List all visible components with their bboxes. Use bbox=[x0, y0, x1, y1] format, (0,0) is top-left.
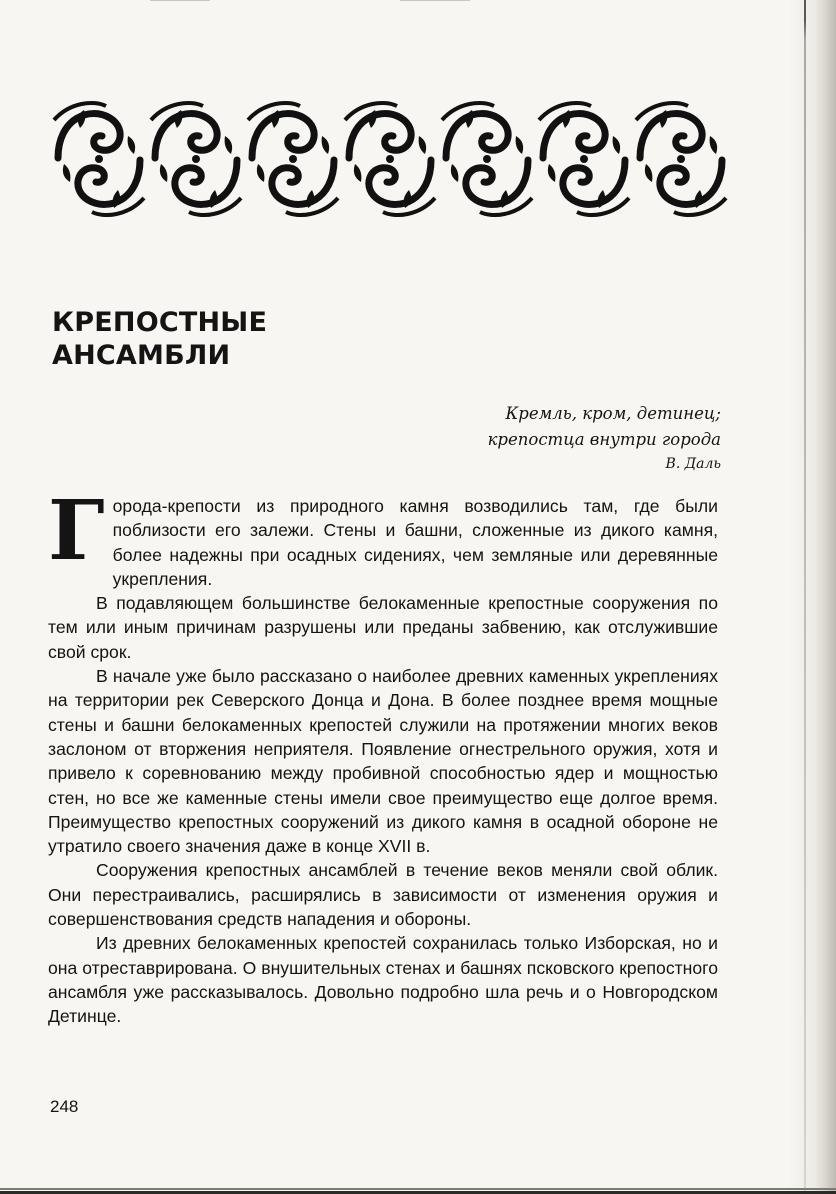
paragraph-1 bbox=[48, 483, 718, 591]
paragraph-3: В начале уже было рассказано о наиболее древних каменных укреплениях на территории рек Северского Донца и Дона. В более позднее время мощные стены и башни белокаменных крепостей служили на протяжении многих веков заслоном от вторжения неприятеля. Появление огнестрельного оружия, хотя и привело к соревнованию между пробивной способностью ядер и мощностью стен, но все же каменные стены имели свое преимущество еще долгое время. Преимущество крепостных сооружений из дикого камня в осадной обороне не утратило своего значения даже в конце XVII в. bbox=[48, 666, 718, 857]
epigraph-author: В. Даль bbox=[665, 456, 721, 472]
drop-cap: Г bbox=[48, 483, 105, 579]
paragraph-5: Из древних белокаменных крепостей сохранилась только Изборская, но и она отреставрирована. О внушительных стенах и башнях псковского крепостного ансамбля уже рассказывалось. Довольно подробно шла речь и о Новгородском Детинце. bbox=[48, 933, 718, 1027]
chapter-title-line-1: КРЕПОСТНЫЕ bbox=[52, 307, 268, 338]
paragraph-2: В подавляющем большинстве белокаменные крепостные сооружения по тем или иным причинам разрушены или преданы забвению, как отслужившие свой срок. bbox=[48, 593, 718, 662]
decorative-ornament-banner bbox=[50, 98, 728, 220]
paragraph-1-text: орода-крепости из природного камня возводились там, где были поблизости его залежи. Стены и башни, сложенные из дикого камня, более надежны при осадных сидениях, чем земляные или деревянные укрепления. bbox=[112, 496, 718, 589]
epigraph bbox=[301, 401, 721, 475]
chapter-title bbox=[52, 306, 267, 372]
chapter-title-line-2: АНСАМБЛИ bbox=[52, 340, 231, 371]
book-binding-line bbox=[804, 0, 806, 1194]
epigraph-line-1: Кремль, кром, детинец; bbox=[505, 404, 721, 423]
page-number: 248 bbox=[50, 1097, 79, 1116]
epigraph-line-2: крепостца внутри города bbox=[487, 430, 721, 449]
body-text bbox=[48, 483, 718, 1029]
book-binding-edge bbox=[788, 0, 836, 1194]
paragraph-4: Сооружения крепостных ансамблей в течение веков меняли свой облик. Они перестраивались, расширялись в зависимости от изменения оружия и совершенствования средств нападения и обороны. bbox=[48, 860, 718, 930]
scan-bottom-line bbox=[0, 1188, 836, 1190]
scan-top-mark bbox=[150, 0, 210, 1]
scan-top-mark-2 bbox=[400, 0, 470, 1]
